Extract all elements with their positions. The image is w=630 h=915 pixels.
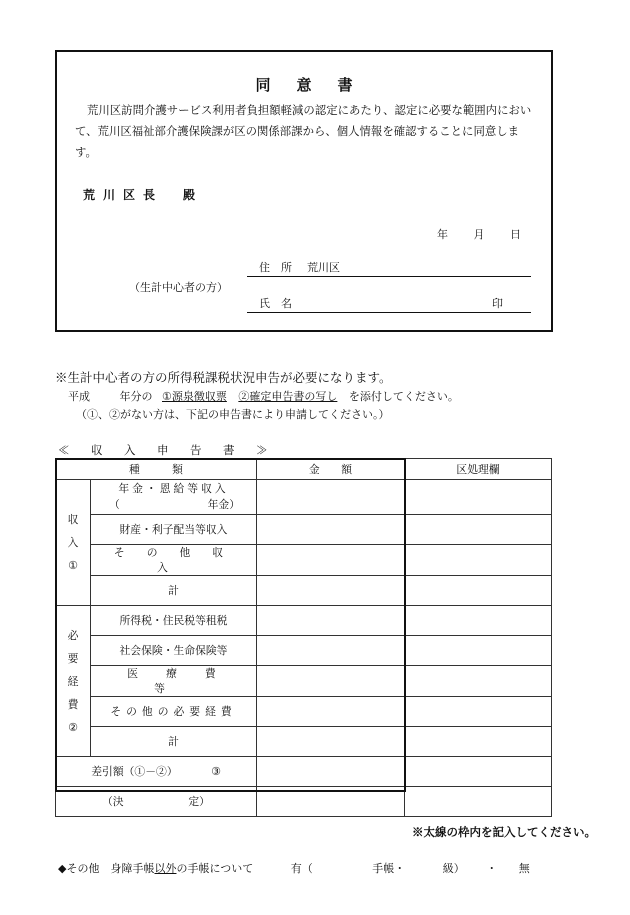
- era-label: 平成: [68, 390, 90, 403]
- consent-title: 同意書: [255, 76, 379, 94]
- row-difference: [56, 757, 257, 787]
- ward-cell: [405, 757, 552, 787]
- notebook-type: 手帳・: [372, 862, 406, 875]
- ward-cell: [405, 545, 552, 576]
- ward-cell: [405, 480, 552, 515]
- table-row: [56, 576, 552, 606]
- group-char: 収: [67, 513, 79, 526]
- table-row: [56, 545, 552, 576]
- group-char: ②: [68, 720, 78, 734]
- row-decision: （決 定）: [56, 787, 257, 817]
- consent-form-box: [55, 50, 553, 332]
- row-label-close: 年金）: [207, 498, 240, 511]
- doc-tax-return-copy: ②確定申告書の写し: [238, 390, 338, 403]
- attach-suffix: を添付してください。: [348, 390, 459, 403]
- ward-cell: [405, 606, 552, 636]
- group-char: ①: [68, 559, 78, 572]
- ward-cell: [405, 727, 552, 757]
- group-char: 必: [67, 628, 79, 642]
- amount-cell[interactable]: [257, 480, 405, 515]
- group-char: 費: [67, 697, 79, 711]
- other-label: ◆その他 身障手帳: [58, 862, 155, 875]
- notebook-grade: 級）: [442, 862, 465, 875]
- year-of-label: 年分の: [119, 390, 153, 403]
- table-row: [56, 697, 552, 727]
- ward-cell: [405, 576, 552, 606]
- attach-note: [68, 388, 459, 404]
- table-row: [56, 515, 552, 545]
- other-label-tail: の手帳について: [176, 862, 254, 875]
- expense-group-label: [56, 606, 91, 757]
- amount-cell[interactable]: [257, 515, 405, 545]
- amount-cell[interactable]: [257, 757, 405, 787]
- row-taxes: 所得税・住民税等租税: [91, 606, 257, 636]
- address-label: 住 所: [259, 261, 292, 274]
- option-yes[interactable]: 有（: [290, 862, 313, 875]
- table-row: [56, 666, 552, 697]
- decision-amount-cell: [257, 787, 405, 817]
- row-label-open: （: [109, 498, 120, 511]
- row-property-income: 財産・利子配当等収入: [91, 515, 257, 545]
- ward-cell: [405, 697, 552, 727]
- address-value: 荒川区: [307, 261, 340, 274]
- declaration-title: ≪ 収 入 申 告 書 ≫: [58, 443, 273, 457]
- table-row: [56, 787, 552, 817]
- row-other-income: その他収入: [91, 545, 257, 576]
- date-line: [415, 226, 521, 242]
- header-ward: 区処理欄: [405, 459, 552, 480]
- row-expense-total: 計: [91, 727, 257, 757]
- header-amount: 金 額: [257, 459, 405, 480]
- amount-cell[interactable]: [257, 545, 405, 576]
- table-row: [56, 480, 552, 515]
- group-char: 入: [67, 536, 79, 549]
- group-char: 要: [67, 651, 79, 665]
- name-field[interactable]: [247, 296, 531, 313]
- difference-mark: ③: [211, 765, 221, 778]
- row-label: 年金・恩給等収入: [118, 482, 229, 495]
- seal-mark: 印: [492, 297, 503, 310]
- date-year[interactable]: 年: [437, 228, 448, 241]
- row-insurance: 社会保険・生命保険等: [91, 636, 257, 666]
- ward-cell: [405, 636, 552, 666]
- amount-cell[interactable]: [257, 636, 405, 666]
- ward-cell: [405, 666, 552, 697]
- row-income-total: 計: [91, 576, 257, 606]
- fill-instruction: ※太線の枠内を記入してください。: [412, 825, 596, 839]
- amount-cell[interactable]: [257, 606, 405, 636]
- row-pension-income: [91, 480, 257, 515]
- group-char: 経: [67, 674, 79, 688]
- amount-cell[interactable]: [257, 727, 405, 757]
- amount-cell[interactable]: [257, 576, 405, 606]
- amount-cell[interactable]: [257, 697, 405, 727]
- addressee: 荒川区長 殿: [83, 188, 204, 202]
- tax-note: ※生計中心者の方の所得税課税状況申告が必要になります。: [55, 370, 392, 385]
- income-group-label: [56, 480, 91, 606]
- table-header-row: [56, 459, 552, 480]
- table-row: [56, 727, 552, 757]
- table-row: [56, 757, 552, 787]
- person-label: （生計中心者の方）: [129, 281, 228, 294]
- date-day[interactable]: 日: [510, 228, 521, 241]
- other-notebook-line: [58, 860, 530, 876]
- other-emphasis: 以外: [154, 862, 177, 875]
- doc-withholding-slip: ①源泉徴収票: [162, 390, 227, 403]
- name-label: 氏 名: [259, 297, 292, 310]
- row-medical: 医療費等: [91, 666, 257, 697]
- option-no[interactable]: 無: [518, 862, 530, 875]
- ward-cell: [405, 787, 552, 817]
- consent-body: 荒川区訪問介護サービス利用者負担額軽減の認定にあたり、認定に必要な範囲内において、荒川区福祉部介護保険課が区の関係部課から、個人情報を確認することに同意します。: [75, 103, 532, 159]
- difference-label: 差引額（①－②）: [91, 765, 178, 778]
- income-declaration-table: [55, 458, 552, 817]
- row-other-expenses: その他の必要経費: [91, 697, 257, 727]
- date-month[interactable]: 月: [473, 228, 485, 241]
- apply-note: （①、②がない方は、下記の申告書により申請してください。）: [76, 408, 390, 421]
- table-row: [56, 606, 552, 636]
- ward-cell: [405, 515, 552, 545]
- option-separator: ・: [486, 862, 498, 875]
- header-type: 種 類: [56, 459, 257, 480]
- amount-cell[interactable]: [257, 666, 405, 697]
- address-field[interactable]: [247, 260, 531, 277]
- table-row: [56, 636, 552, 666]
